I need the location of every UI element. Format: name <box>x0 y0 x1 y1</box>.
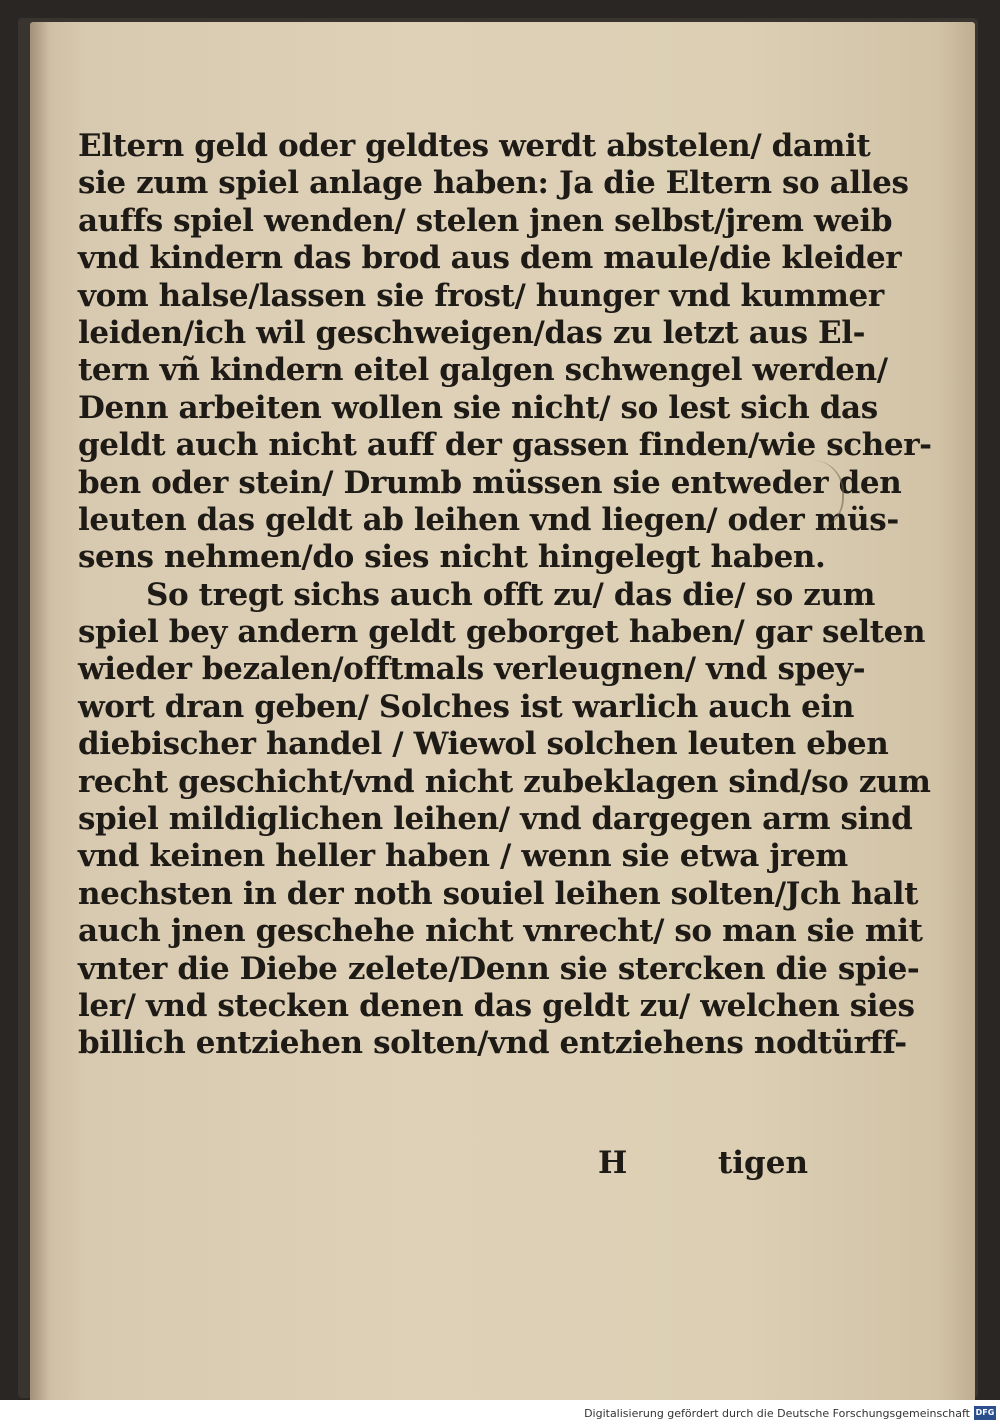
text-line: geldt auch nicht auff der gassen finden/wie scher- <box>78 427 932 464</box>
text-line: Denn arbeiten wollen sie nicht/ so lest sich das <box>78 389 878 426</box>
signature-mark: H <box>598 1145 628 1181</box>
text-line: Eltern geld oder geldtes werdt abstelen/ damit <box>78 128 871 164</box>
text-line: recht geschicht/vnd nicht zubeklagen sind/so zum <box>78 763 931 800</box>
dfg-logo-icon: DFG <box>974 1406 996 1420</box>
text-line: vnter die Diebe zelete/Denn sie stercken die spie- <box>78 950 920 987</box>
footer-bar <box>0 1400 1000 1428</box>
text-line: spiel bey andern geldt geborget haben/ gar selten <box>78 614 926 651</box>
text-line: ler/ vnd stecken denen das geldt zu/ welchen sies <box>78 987 915 1024</box>
text-line: wieder bezalen/offtmals verleugnen/ vnd spey- <box>78 651 866 688</box>
footer-credit: Digitalisierung gefördert durch die Deutsche Forschungsgemeinschaft <box>584 1407 970 1420</box>
text-line: spiel mildiglichen leihen/ vnd dargegen arm sind <box>78 801 913 838</box>
text-line: diebischer handel / Wiewol solchen leuten eben <box>78 726 889 763</box>
text-line: billich entziehen solten/vnd entziehens nodtürff- <box>78 1025 907 1062</box>
text-line: auffs spiel wenden/ stelen jnen selbst/jrem weib <box>78 202 893 239</box>
text-line: sens nehmen/do sies nicht hingelegt haben. <box>78 539 826 576</box>
page-foot <box>78 1145 808 1185</box>
text-line: leuten das geldt ab leihen vnd liegen/ oder müs- <box>78 501 899 538</box>
text-line: nechsten in der noth souiel leihen solten/Jch halt <box>78 875 919 912</box>
text-line: wort dran geben/ Solches ist warlich auch ein <box>78 688 854 725</box>
text-line: ben oder stein/ Drumb müssen sie entweder den <box>78 464 902 501</box>
text-line: tern vñ kindern eitel galgen schwengel werden/ <box>78 352 888 389</box>
text-line: vnd kindern das brod aus dem maule/die kleider <box>78 240 902 277</box>
page-text <box>78 128 932 1063</box>
text-line: leiden/ich wil geschweigen/das zu letzt aus El- <box>78 314 866 351</box>
text-line: vnd keinen heller haben / wenn sie etwa jrem <box>78 838 848 875</box>
catchword: tigen <box>717 1145 808 1181</box>
text-line: So tregt sichs auch offt zu/ das die/ so zum <box>146 576 876 613</box>
text-line: auch jnen geschehe nicht vnrecht/ so man sie mit <box>78 913 923 950</box>
text-line: sie zum spiel anlage haben: Ja die Eltern so alles <box>78 165 909 202</box>
text-line: vom halse/lassen sie frost/ hunger vnd kummer <box>78 277 884 314</box>
